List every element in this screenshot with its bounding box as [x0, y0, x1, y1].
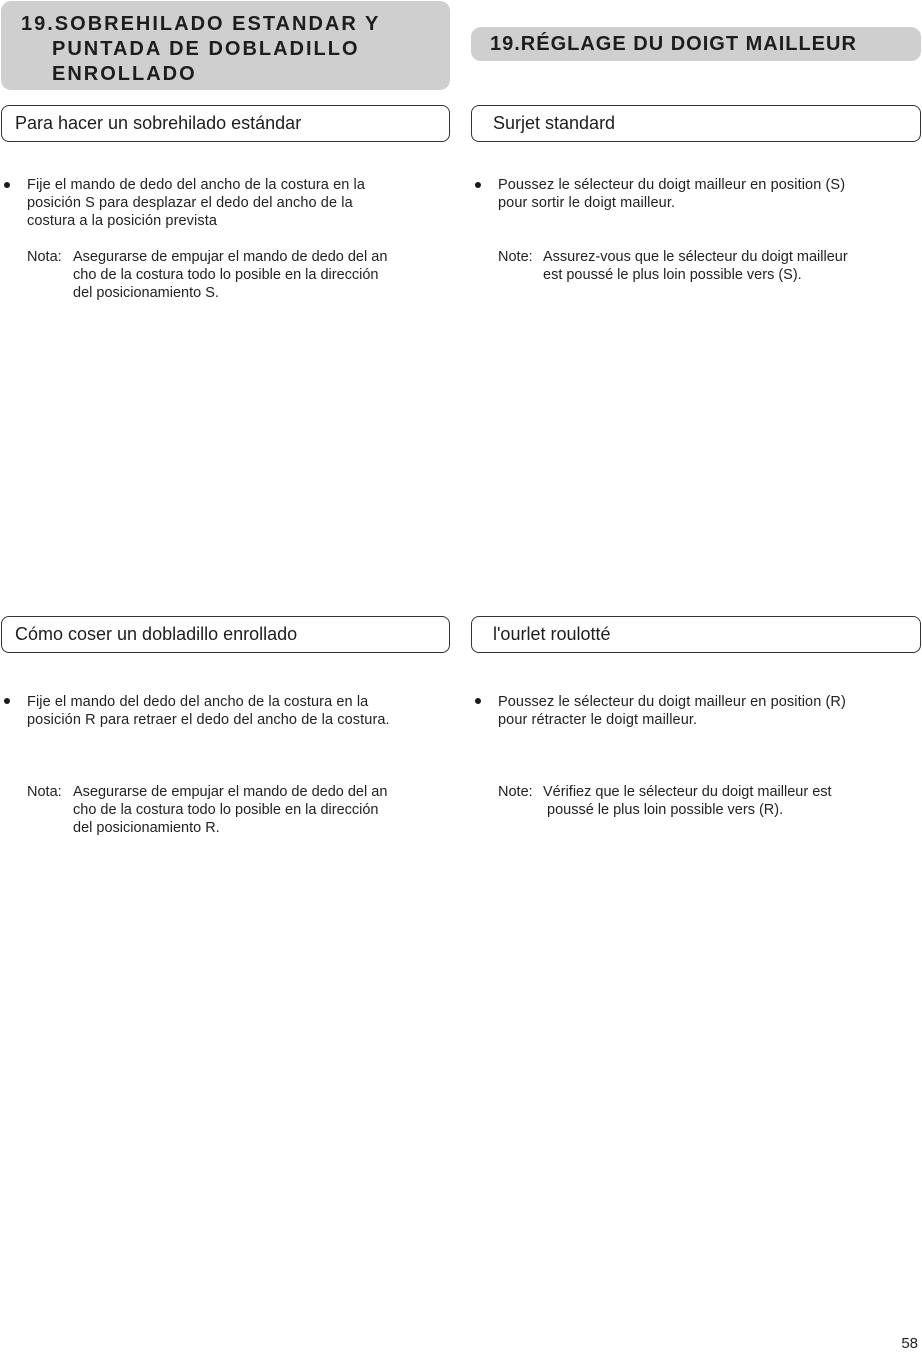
- text-line: est poussé le plus loin possible vers (S).: [543, 267, 802, 283]
- page-number: 58: [901, 1335, 918, 1352]
- bullet-icon: [4, 182, 10, 188]
- bullet-icon: [4, 698, 10, 704]
- note-es-rolled: [27, 783, 457, 837]
- text-line: del posicionamiento S.: [73, 285, 219, 301]
- instruction-es-rolled: [27, 693, 390, 729]
- instruction-fr-standard: [498, 176, 845, 212]
- text-line: pour rétracter le doigt mailleur.: [498, 712, 698, 728]
- section-heading-es-standard: Para hacer un sobrehilado estándar: [1, 105, 450, 142]
- note-body: [73, 783, 387, 837]
- text-line: Vérifiez que le sélecteur du doigt mailleur est: [543, 784, 832, 800]
- text-line: cho de la costura todo lo posible en la dirección: [73, 267, 379, 283]
- text-line: Fije el mando de dedo del ancho de la costura en la: [27, 177, 366, 193]
- note-label: Nota:: [27, 784, 62, 800]
- text-line: posición S para desplazar el dedo del ancho de la: [27, 195, 353, 211]
- text-line: poussé le plus loin possible vers (R).: [547, 802, 784, 818]
- note-body: [73, 248, 387, 302]
- title-line: PUNTADA DE DOBLADILLO: [52, 38, 360, 60]
- text-line: Asegurarse de empujar el mando de dedo del an: [73, 784, 388, 800]
- title-line: ENROLLADO: [52, 63, 197, 85]
- text-line: cho de la costura todo lo posible en la dirección: [73, 802, 379, 818]
- page-title-es: [1, 1, 450, 90]
- text-line: costura a la posición prevista: [27, 213, 217, 229]
- section-heading-fr-rolled: l'ourlet roulotté: [471, 616, 921, 653]
- instruction-es-standard: [27, 176, 365, 230]
- section-heading-es-rolled: Cómo coser un dobladillo enrollado: [1, 616, 450, 653]
- title-line: 19.SOBREHILADO ESTANDAR Y: [21, 13, 381, 35]
- text-line: Poussez le sélecteur du doigt mailleur en position (R): [498, 694, 846, 710]
- note-fr-rolled: [498, 783, 918, 819]
- note-label: Note:: [498, 784, 533, 800]
- note-label: Nota:: [27, 249, 62, 265]
- note-body: [543, 783, 832, 819]
- bullet-icon: [475, 182, 481, 188]
- instruction-fr-rolled: [498, 693, 846, 729]
- note-es-standard: [27, 248, 457, 302]
- note-label: Note:: [498, 249, 533, 265]
- text-line: Poussez le sélecteur du doigt mailleur en position (S): [498, 177, 846, 193]
- text-line: Fije el mando del dedo del ancho de la costura en la: [27, 694, 369, 710]
- text-line: posición R para retraer el dedo del ancho de la costura.: [27, 712, 390, 728]
- text-line: Assurez-vous que le sélecteur du doigt mailleur: [543, 249, 848, 265]
- section-heading-fr-standard: Surjet standard: [471, 105, 921, 142]
- text-line: Asegurarse de empujar el mando de dedo del an: [73, 249, 388, 265]
- text-line: del posicionamiento R.: [73, 820, 220, 836]
- page-title-fr: 19.RÉGLAGE DU DOIGT MAILLEUR: [471, 27, 921, 61]
- text-line: pour sortir le doigt mailleur.: [498, 195, 676, 211]
- note-body: [543, 248, 848, 284]
- note-fr-standard: [498, 248, 918, 284]
- bullet-icon: [475, 698, 481, 704]
